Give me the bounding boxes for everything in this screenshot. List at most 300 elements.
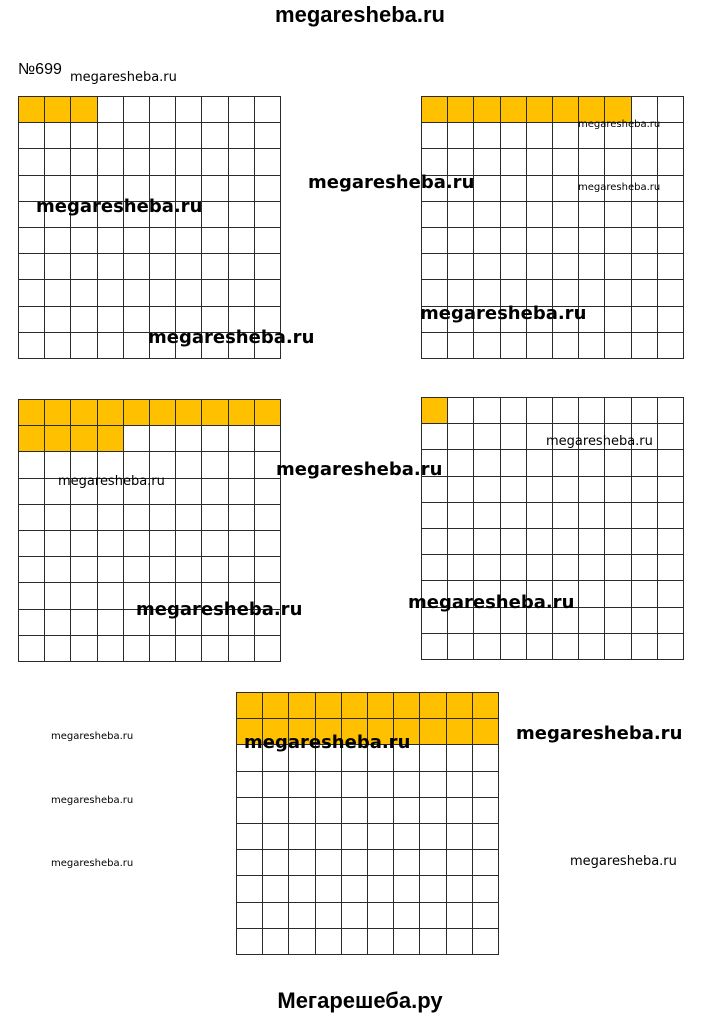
watermark: megaresheba.ru (546, 434, 653, 449)
grid-cell-filled (527, 97, 553, 123)
grid-cell (473, 929, 499, 955)
grid-cell (19, 307, 45, 333)
grid-cell-filled (553, 97, 579, 123)
grid-cell (553, 503, 579, 529)
grid-cell (605, 634, 631, 660)
grid-cell (473, 772, 499, 798)
grid-cell (202, 228, 228, 254)
grid-cell (98, 97, 124, 123)
grid-cell (474, 555, 500, 581)
grid-cell (45, 254, 71, 280)
grid-cell (448, 398, 474, 424)
grid-cell (237, 903, 263, 929)
grid-cell (527, 398, 553, 424)
grid-cell (202, 123, 228, 149)
grid-cell (553, 398, 579, 424)
grid-cell-filled (422, 97, 448, 123)
grid-cell (553, 123, 579, 149)
grid-cell (176, 254, 202, 280)
grid-cell (19, 583, 45, 609)
grid-cell (527, 228, 553, 254)
grid-cell (263, 798, 289, 824)
grid-cell (527, 477, 553, 503)
grid-cell (150, 280, 176, 306)
grid-cell (605, 228, 631, 254)
grid-cell (658, 228, 684, 254)
grid-cell (394, 929, 420, 955)
site-title: megaresheba.ru (275, 2, 445, 27)
grid-cell (45, 228, 71, 254)
grid-cell-filled (447, 693, 473, 719)
grid-cell (658, 123, 684, 149)
grid-cell (579, 634, 605, 660)
grid-cell (19, 254, 45, 280)
grid-cell (632, 634, 658, 660)
grid-cell (289, 824, 315, 850)
grid-cell (448, 228, 474, 254)
grid-cell (605, 477, 631, 503)
grid-cell (579, 529, 605, 555)
grid-cell (98, 228, 124, 254)
grid-cell (658, 398, 684, 424)
grid-cell (579, 333, 605, 359)
grid-cell (263, 850, 289, 876)
grid-cell (422, 254, 448, 280)
grid-cell (342, 824, 368, 850)
grid-cell (632, 398, 658, 424)
grid-cell-filled (19, 97, 45, 123)
grid-cell (176, 452, 202, 478)
grid-cell (553, 555, 579, 581)
grid-cell (658, 307, 684, 333)
grid-cell (263, 929, 289, 955)
grid-cell-filled (98, 426, 124, 452)
grid-cell (202, 254, 228, 280)
grid-cell (342, 903, 368, 929)
grid-cell (176, 123, 202, 149)
grid-cell (553, 254, 579, 280)
watermark: megaresheba.ru (578, 119, 661, 130)
grid-cell-filled (202, 400, 228, 426)
grid-cell (229, 505, 255, 531)
grid-cell (368, 903, 394, 929)
grid-cell (420, 745, 446, 771)
watermark: megaresheba.ru (51, 731, 134, 742)
grid-cell (124, 636, 150, 662)
grid-cell (98, 280, 124, 306)
watermark: megaresheba.ru (408, 592, 575, 613)
grid-cell (422, 477, 448, 503)
grid-cell (71, 280, 97, 306)
grid-cell (255, 505, 281, 531)
grid-cell (176, 636, 202, 662)
grid-cell (658, 176, 684, 202)
grid-cell (447, 903, 473, 929)
grid-cell (632, 307, 658, 333)
grid-cell (150, 228, 176, 254)
grid-cell (368, 798, 394, 824)
grid-cell (202, 479, 228, 505)
grid-cell (579, 555, 605, 581)
grid-cell (237, 824, 263, 850)
grid-cell (71, 505, 97, 531)
grid-cell (447, 798, 473, 824)
grid-cell (420, 798, 446, 824)
grid-cell-filled (447, 719, 473, 745)
grid-cell (658, 97, 684, 123)
grid-cell (71, 610, 97, 636)
grid-cell (263, 876, 289, 902)
grid-cell-filled (19, 426, 45, 452)
grid-cell (579, 254, 605, 280)
grid-cell (394, 772, 420, 798)
grid-cell (202, 426, 228, 452)
grid-cell (289, 798, 315, 824)
grid-cell (45, 505, 71, 531)
grid-cell (605, 529, 631, 555)
grid-cell (422, 424, 448, 450)
grid-cell (501, 228, 527, 254)
grid-cell-filled (316, 693, 342, 719)
grid-cell (19, 531, 45, 557)
grid-cell (229, 149, 255, 175)
grid-cell (316, 772, 342, 798)
grid-cell (289, 929, 315, 955)
grid-cell (229, 123, 255, 149)
grid-cell (237, 772, 263, 798)
grid-cell (420, 772, 446, 798)
grid-cell (263, 772, 289, 798)
grid-cell (474, 477, 500, 503)
grid-cell (501, 555, 527, 581)
grid-cell (501, 176, 527, 202)
grid-cell (579, 149, 605, 175)
grid-cell (19, 149, 45, 175)
grid-cell (605, 333, 631, 359)
grid-cell (150, 557, 176, 583)
grid-cell (474, 424, 500, 450)
grid-cell (448, 555, 474, 581)
grid-cell (19, 123, 45, 149)
grid-cell (579, 450, 605, 476)
grid-cell (368, 824, 394, 850)
grid-cell (527, 149, 553, 175)
grid-cell (229, 202, 255, 228)
grid-cell (447, 745, 473, 771)
grid-cell (501, 333, 527, 359)
grid-cell (19, 610, 45, 636)
grid-cell (150, 149, 176, 175)
grid-cell (150, 531, 176, 557)
grid-cell (447, 824, 473, 850)
grid-cell (98, 583, 124, 609)
grid-cell (71, 557, 97, 583)
grid-cell (45, 280, 71, 306)
grid-cell (658, 608, 684, 634)
grid-cell-filled (237, 693, 263, 719)
grid-cell (632, 581, 658, 607)
grid-cell-filled (229, 400, 255, 426)
grid-cell-filled (474, 97, 500, 123)
grid-cell (150, 636, 176, 662)
grid-cell (394, 798, 420, 824)
grid-cell (527, 254, 553, 280)
grid-cell (473, 798, 499, 824)
grid-cell (422, 555, 448, 581)
grid-cell (19, 228, 45, 254)
grid-cell-filled (420, 719, 446, 745)
grid-cell (289, 903, 315, 929)
grid-cell (448, 529, 474, 555)
grid-cell (501, 202, 527, 228)
grid-cell (527, 176, 553, 202)
grid-cell (255, 97, 281, 123)
grid-cell (447, 929, 473, 955)
grid-cell (150, 505, 176, 531)
grid-cell (19, 505, 45, 531)
grid-cell (342, 929, 368, 955)
grid-cell (632, 280, 658, 306)
grid-cell (632, 202, 658, 228)
grid-cell (368, 929, 394, 955)
grid-cell (527, 503, 553, 529)
grid-cell (255, 202, 281, 228)
grid-cell (229, 557, 255, 583)
grid-cell (316, 850, 342, 876)
grid-cell (229, 228, 255, 254)
grid-cell-filled (45, 400, 71, 426)
watermark: megaresheba.ru (308, 172, 475, 193)
grid-cell (501, 254, 527, 280)
grid-cell (579, 581, 605, 607)
watermark: megaresheba.ru (570, 854, 677, 869)
grid-cell (316, 824, 342, 850)
grid-cell-filled (501, 97, 527, 123)
grid-cell (420, 824, 446, 850)
grid-cell-filled (45, 426, 71, 452)
grid-cell (658, 254, 684, 280)
grid-cell (422, 529, 448, 555)
watermark: megaresheba.ru (420, 303, 587, 324)
grid-cell-filled (368, 693, 394, 719)
grid-cell (605, 555, 631, 581)
grid-cell-filled (420, 693, 446, 719)
grid-cell (448, 202, 474, 228)
grid-cell (474, 123, 500, 149)
grid-cell (420, 903, 446, 929)
grid-cell (202, 636, 228, 662)
grid-cell (474, 503, 500, 529)
grid-cell (501, 424, 527, 450)
grid-cell (176, 97, 202, 123)
grid-cell (527, 202, 553, 228)
grid-cell (45, 149, 71, 175)
grid-cell (553, 450, 579, 476)
grid-cell (229, 280, 255, 306)
grid-cell-filled (176, 400, 202, 426)
grid-cell (473, 903, 499, 929)
grid-cell (473, 745, 499, 771)
grid-cell (255, 149, 281, 175)
grid-cell (229, 97, 255, 123)
grid-cell (474, 176, 500, 202)
grid-cell (474, 529, 500, 555)
grid-cell (263, 903, 289, 929)
grid-cell (19, 333, 45, 359)
watermark: megaresheba.ru (36, 196, 203, 217)
grid-cell (124, 333, 150, 359)
grid-cell (71, 149, 97, 175)
grid-cell (71, 123, 97, 149)
grid-cell-filled (448, 97, 474, 123)
grid-cell (632, 477, 658, 503)
grid-cell (658, 202, 684, 228)
grid-cell (71, 531, 97, 557)
grid-cell (124, 123, 150, 149)
grid-cell (658, 280, 684, 306)
grid-cell (473, 850, 499, 876)
grid-cell-filled (255, 400, 281, 426)
grid-cell (237, 929, 263, 955)
grid-cell (124, 280, 150, 306)
grid-cell (553, 333, 579, 359)
grid-cell (176, 228, 202, 254)
grid-cell (342, 798, 368, 824)
grid-cell (71, 228, 97, 254)
grid-cell (255, 228, 281, 254)
grid-cell (632, 450, 658, 476)
hundred-grid-1 (18, 96, 281, 359)
grid-cell (176, 531, 202, 557)
grid-cell (553, 149, 579, 175)
grid-cell-filled (45, 97, 71, 123)
grid-cell-filled (71, 426, 97, 452)
grid-cell (501, 503, 527, 529)
grid-cell (45, 636, 71, 662)
grid-cell (45, 123, 71, 149)
grid-cell (19, 636, 45, 662)
watermark: megaresheba.ru (51, 858, 134, 869)
grid-cell (527, 634, 553, 660)
grid-cell (202, 452, 228, 478)
grid-cell (658, 477, 684, 503)
grid-cell (658, 149, 684, 175)
grid-cell (202, 97, 228, 123)
grid-cell (527, 555, 553, 581)
grid-cell (474, 254, 500, 280)
grid-cell (473, 824, 499, 850)
grid-cell (579, 398, 605, 424)
watermark: megaresheba.ru (70, 70, 177, 85)
grid-cell (474, 634, 500, 660)
watermark: megaresheba.ru (244, 732, 411, 753)
grid-cell (448, 503, 474, 529)
grid-cell (553, 477, 579, 503)
grid-cell (98, 557, 124, 583)
grid-cell (150, 426, 176, 452)
grid-cell (422, 333, 448, 359)
grid-cell (255, 123, 281, 149)
grid-cell (658, 333, 684, 359)
grid-cell (255, 557, 281, 583)
grid-cell (202, 149, 228, 175)
grid-cell (255, 479, 281, 505)
grid-cell (229, 176, 255, 202)
grid-cell (237, 798, 263, 824)
footer-title: Мегарешеба.ру (277, 988, 443, 1013)
grid-cell (150, 97, 176, 123)
grid-cell (632, 228, 658, 254)
grid-cell (176, 426, 202, 452)
grid-cell (474, 202, 500, 228)
grid-cell-filled (150, 400, 176, 426)
grid-cell (579, 228, 605, 254)
grid-cell (422, 503, 448, 529)
grid-cell (605, 280, 631, 306)
grid-cell (632, 254, 658, 280)
grid-cell (447, 876, 473, 902)
grid-cell (71, 254, 97, 280)
grid-cell (316, 929, 342, 955)
grid-cell (255, 531, 281, 557)
grid-cell (229, 479, 255, 505)
grid-cell-filled (342, 693, 368, 719)
grid-cell (289, 850, 315, 876)
grid-cell (605, 450, 631, 476)
grid-cell (394, 903, 420, 929)
grid-cell (394, 876, 420, 902)
grid-cell (98, 531, 124, 557)
grid-cell (229, 452, 255, 478)
grid-cell (19, 452, 45, 478)
watermark: megaresheba.ru (276, 459, 443, 480)
grid-cell (579, 608, 605, 634)
grid-cell (176, 557, 202, 583)
grid-cell (422, 123, 448, 149)
grid-cell (368, 876, 394, 902)
grid-cell (237, 850, 263, 876)
watermark: megaresheba.ru (148, 327, 315, 348)
grid-cell-filled (473, 719, 499, 745)
grid-cell (605, 398, 631, 424)
grid-cell (124, 97, 150, 123)
grid-cell (176, 280, 202, 306)
grid-cell (45, 307, 71, 333)
grid-cell (255, 280, 281, 306)
grid-cell-filled (394, 693, 420, 719)
grid-cell (342, 772, 368, 798)
grid-cell (501, 634, 527, 660)
watermark: megaresheba.ru (516, 723, 683, 744)
grid-cell (124, 531, 150, 557)
grid-cell (289, 772, 315, 798)
grid-cell (202, 505, 228, 531)
grid-cell (19, 479, 45, 505)
grid-cell (124, 149, 150, 175)
grid-cell (448, 254, 474, 280)
grid-cell (527, 123, 553, 149)
grid-cell-filled (98, 400, 124, 426)
grid-cell (632, 333, 658, 359)
grid-cell (448, 333, 474, 359)
grid-cell (632, 529, 658, 555)
grid-cell (71, 333, 97, 359)
grid-cell (176, 149, 202, 175)
grid-cell (553, 529, 579, 555)
hundred-grid-3 (18, 399, 281, 662)
grid-cell (527, 450, 553, 476)
grid-cell (176, 505, 202, 531)
